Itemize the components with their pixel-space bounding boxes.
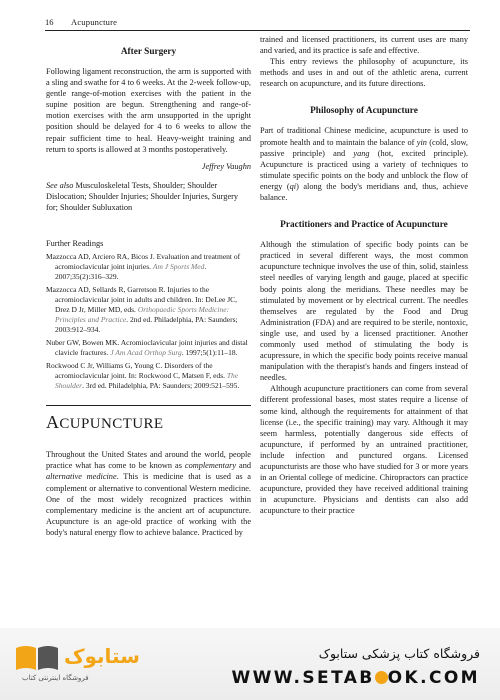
- reference-journal: Orthopaedic Sports Medicine: Principles and Practice: [55, 305, 230, 325]
- url-part-1: WWW.SETAB: [231, 668, 375, 688]
- continued-paragraph: trained and licensed practitioners, its current uses are many and varied, and its practice is safe and effective.: [260, 35, 468, 56]
- right-column: [260, 35, 469, 516]
- store-url[interactable]: [231, 668, 480, 688]
- reference-list: [46, 252, 251, 391]
- reference-journal: Am J Sports Med: [152, 262, 205, 272]
- reference-text: Nuber GW, Bowen MK. Acromioclavicular joint injuries and distal clavicle fractures.: [46, 338, 248, 358]
- entry-overview-paragraph: This entry reviews the philosophy of acupuncture, its methods and uses in and out of the athletic arena, current research on acupuncture, and its future directions.: [260, 57, 468, 89]
- setabook-logo: [12, 642, 140, 686]
- further-readings-title: Further Readings: [46, 239, 104, 249]
- reference-text: Rockwood C Jr, Williams G, Young C. Disorders of the acromioclavicular joint. In: Rockwood C, Matsen F, eds.: [46, 361, 227, 381]
- intro-text-c: . This is medicine that is used as a complement or alternative to conventional Western medicine. One of the most widely recognized practices within complementary medicine is the ancient art of acupuncture. Acupuncture is an age-old practice of working with the body's natural energy flow to achieve balance. Practiced by: [46, 472, 251, 537]
- reference-item: [46, 361, 251, 391]
- reference-details: . 1997;5(1):11–18.: [181, 348, 238, 358]
- philosophy-paragraph: [260, 125, 468, 203]
- after-surgery-paragraph: Following ligament reconstruction, the arm is supported with a sling and swathe for 4 to 6 weeks. At the 2-week follow-up, gentle range-of-motion exercises with the patient in the supine position are begun. Strengthening and range-of-motion exercises with the arm unsupported in the upright position should be delayed for 4 to 6 weeks to allow the repair sufficient time to heal. Heavy-weight training and return to sports is allowed at 3 months postoperatively.: [46, 67, 251, 154]
- book-stack-icon: [12, 642, 62, 674]
- url-part-2: OK.COM: [387, 668, 480, 688]
- philosophy-heading: Philosophy of Acupuncture: [310, 106, 418, 117]
- intro-term-alternative: alternative medicine: [46, 472, 117, 482]
- reference-item: [46, 338, 251, 358]
- term-yin: yin: [416, 137, 427, 147]
- practitioners-heading: Practitioners and Practice of Acupuncture: [280, 220, 448, 231]
- reference-text: Mazzocca AD, Sellards R, Garretson R. Injuries to the acromioclavicular joint in adults and children. In: DeLee JC, Drez D Jr, Miller MD, eds.: [46, 285, 238, 315]
- term-yang: yang: [353, 148, 370, 158]
- section-title-acupuncture: [46, 405, 251, 433]
- reference-details: . 2nd ed. Philadelphia, PA: Saunders; 2003:912–934.: [55, 315, 238, 335]
- intro-text-a: Throughout the United States and around the world, people practice what has come to be known as: [46, 450, 251, 471]
- see-also-label: See also: [46, 180, 74, 190]
- term-qi: qi: [289, 181, 297, 191]
- section-title-rest: CUPUNCTURE: [59, 416, 164, 433]
- page-number: 16: [45, 17, 54, 27]
- reference-journal: The Shoulder: [55, 371, 239, 391]
- philosophy-text-a: Part of traditional Chinese medicine, acupuncture is used to promote health and to maintain the balance of: [260, 126, 468, 147]
- left-column: [46, 46, 251, 538]
- reference-text: Mazzocca AD, Arciero RA, Bicos J. Evaluation and treatment of acromioclavicular joint injuries.: [46, 252, 241, 272]
- reference-item: [46, 252, 251, 282]
- practitioners-paragraph-2: Although acupuncture practitioners can come from several different professional bases, most states require a license of some kind, although the requirements for attainment of that license (i.e., the specific training) may vary. Although it may seem harmless, potentially dangerous side effects of acupuncture, if performed by an untrained practitioner, include infection and punctured organs. Licensed acupuncturists are those who have studied for 3 or more years in an Oriental college of medicine. Chiropractors can practice acupuncture, provided they have received additional training in acupuncture. Physicians and dentists can also add acupuncture to their practice: [260, 384, 468, 516]
- intro-term-complementary: complementary: [184, 461, 237, 471]
- author-signature: Jeffrey Vaughn: [201, 161, 251, 171]
- philosophy-text-c: (hot, excited principle). Acupuncture is practiced using a variety of techniques to stimulate specific points on the body and unblock the flow of energy (: [260, 148, 468, 191]
- philosophy-text-b: (cold, slow, passive principle) and: [260, 137, 469, 158]
- practitioners-paragraph-1: Although the stimulation of specific body points can be practiced in several different ways, the most common acupuncture technique involves the use of thin, solid, stainless steel needles of varying length and gauge, placed at specific body points along the meridians. These needles may be stimulated by movement or by electrical current. The needles themselves are regulated by the Food and Drug Administration (FDA) and are required to be sterile, nontoxic, single use, and used by a licensed practitioner. Another commonly used method of stimulating the body is acupressure, in which the specific body points receive manual manipulation with the therapist's hands and fingers instead of needles.: [260, 240, 468, 383]
- after-surgery-heading: After Surgery: [120, 47, 177, 57]
- reference-item: [46, 285, 251, 335]
- see-also-text: Musculoskeletal Tests, Shoulder; Shoulder Dislocation; Shoulder Injuries; Shoulder Injuries, Surgery for; Shoulder Subluxation: [46, 180, 239, 213]
- reference-details: . 3rd ed. Philadelphia, PA: Saunders; 2009:521–595.: [82, 381, 240, 391]
- section-title-initial: A: [46, 412, 60, 433]
- running-header: [45, 14, 470, 31]
- reference-journal: J Am Acad Orthop Surg: [110, 348, 182, 358]
- philosophy-text-d: ) along the body's meridians and, thus, achieve balance.: [260, 181, 468, 203]
- intro-text-b: and: [236, 461, 251, 471]
- logo-text: ستابوک: [64, 644, 140, 668]
- store-title: فروشگاه کتاب پزشکی ستابوک: [318, 646, 480, 661]
- url-circle-icon: [375, 671, 388, 684]
- store-banner: [0, 628, 500, 700]
- reference-details: . 2007;35(2):316–329.: [55, 262, 207, 282]
- running-title: Acupuncture: [71, 17, 118, 27]
- logo-subtext: فروشگاه اینترنتی کتاب: [22, 674, 89, 682]
- see-also: [46, 180, 251, 213]
- intro-paragraph: [46, 449, 251, 538]
